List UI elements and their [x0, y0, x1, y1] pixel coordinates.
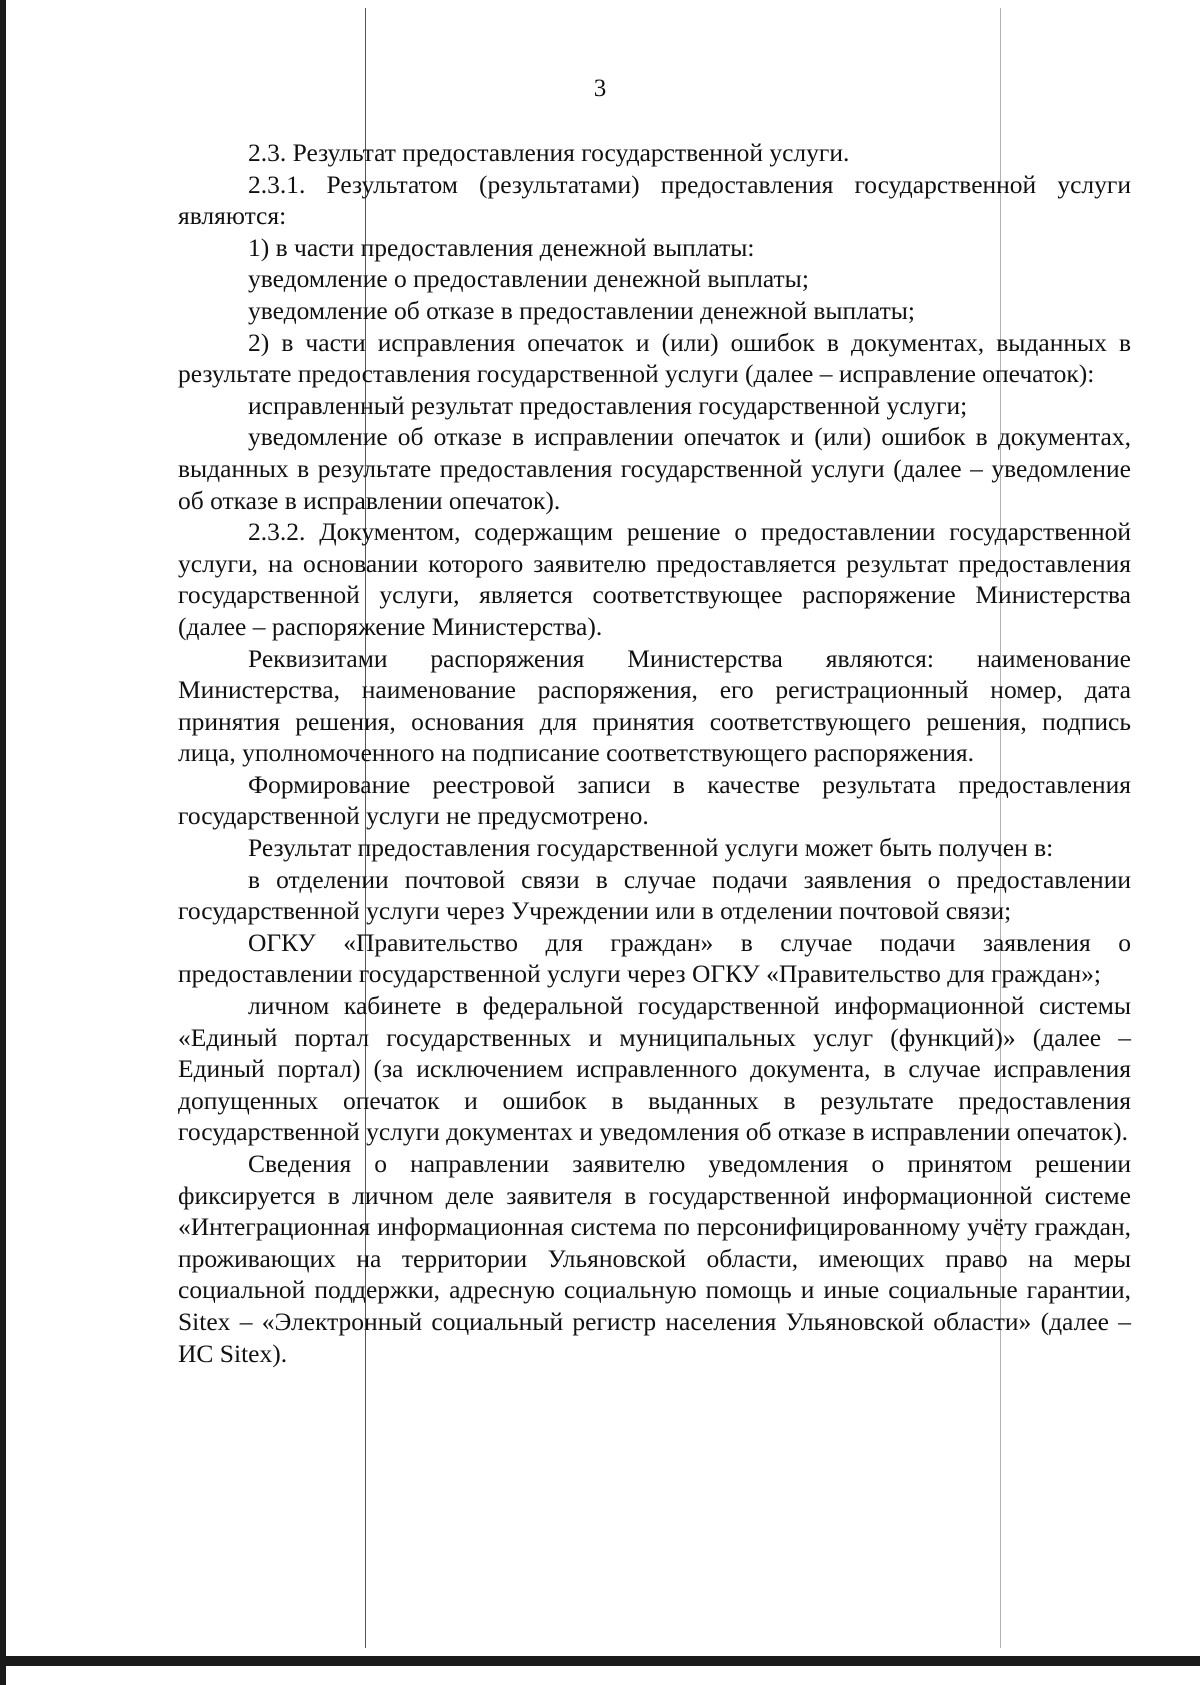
scan-bottom-bar	[0, 1656, 1200, 1666]
channel-ogku: ОГКУ «Правительство для граждан» в случае подачи заявления о предоставлении государственной услуги через ОГКУ «Правительство для граждан»;	[178, 927, 1131, 989]
page-number: 3	[593, 75, 607, 102]
paragraph-2-3-1: 2.3.1. Результатом (результатами) предоставления государственной услуги являются:	[178, 169, 1131, 231]
paragraph-result-channels: Результат предоставления государственной услуги может быть получен в:	[248, 833, 1054, 863]
channel-post-office: в отделении почтовой связи в случае подачи заявления о предоставлении государственной услуги через Учреждении или в отделении почтовой связи;	[178, 864, 1131, 926]
scan-left-edge	[0, 0, 6, 1685]
list-item-2: 2) в части исправления опечаток и (или) ошибок в документах, выданных в результате предоставления государственной услуги (далее – исправление опечаток):	[178, 327, 1131, 389]
document-body	[178, 137, 1131, 1369]
paragraph-requisites: Реквизитами распоряжения Министерства являются: наименование Министерства, наименование распоряжения, его регистрационный номер, дата принятия решения, основания для принятия соответствующего решения, подпись лица, уполномоченного на подписание соответствующего распоряжения.	[178, 643, 1131, 768]
list-subitem: уведомление об отказе в исправлении опечаток и (или) ошибок в документах, выданных в результате предоставления государственной услуги (далее – уведомление об отказе в исправлении опечаток).	[178, 422, 1131, 515]
section-heading-2-3: 2.3. Результат предоставления государственной услуги.	[248, 138, 850, 167]
list-subitem: исправленный результат предоставления государственной услуги;	[248, 390, 968, 420]
paragraph-notification-info: Сведения о направлении заявителю уведомления о принятом решении фиксируется в личном деле заявителя в государственной информационной системе «Интеграционная информационная система по персонифицированному учёту граждан, проживающих на территории Ульяновской области, имеющих право на меры социальной поддержки, адресную социальную помощь и иные социальные гарантии, Sitex – «Электронный социальный регистр населения Ульяновской области» (далее – ИС Sitex).	[178, 1149, 1131, 1368]
channel-personal-cabinet: личном кабинете в федеральной государственной информационной системы «Единый портал государственных и муниципальных услуг (функций)» (далее – Единый портал) (за исключением исправленного документа, в случае исправления допущенных опечаток и ошибок в выданных в результате предоставления государственной услуги документах и уведомления об отказе в исправлении опечаток).	[178, 991, 1131, 1147]
list-subitem: уведомление о предоставлении денежной выплаты;	[248, 264, 809, 294]
list-item-1: 1) в части предоставления денежной выплаты:	[248, 232, 755, 262]
paragraph-registry-record: Формирование реестровой записи в качестве результата предоставления государственной услуги не предусмотрено.	[178, 769, 1131, 831]
paragraph-2-3-2: 2.3.2. Документом, содержащим решение о предоставлении государственной услуги, на основании которого заявителю предоставляется результат предоставления государственной услуги, является соответствующее распоряжение Министерства (далее – распоряжение Министерства).	[178, 517, 1131, 641]
list-subitem: уведомление об отказе в предоставлении денежной выплаты;	[248, 295, 915, 325]
